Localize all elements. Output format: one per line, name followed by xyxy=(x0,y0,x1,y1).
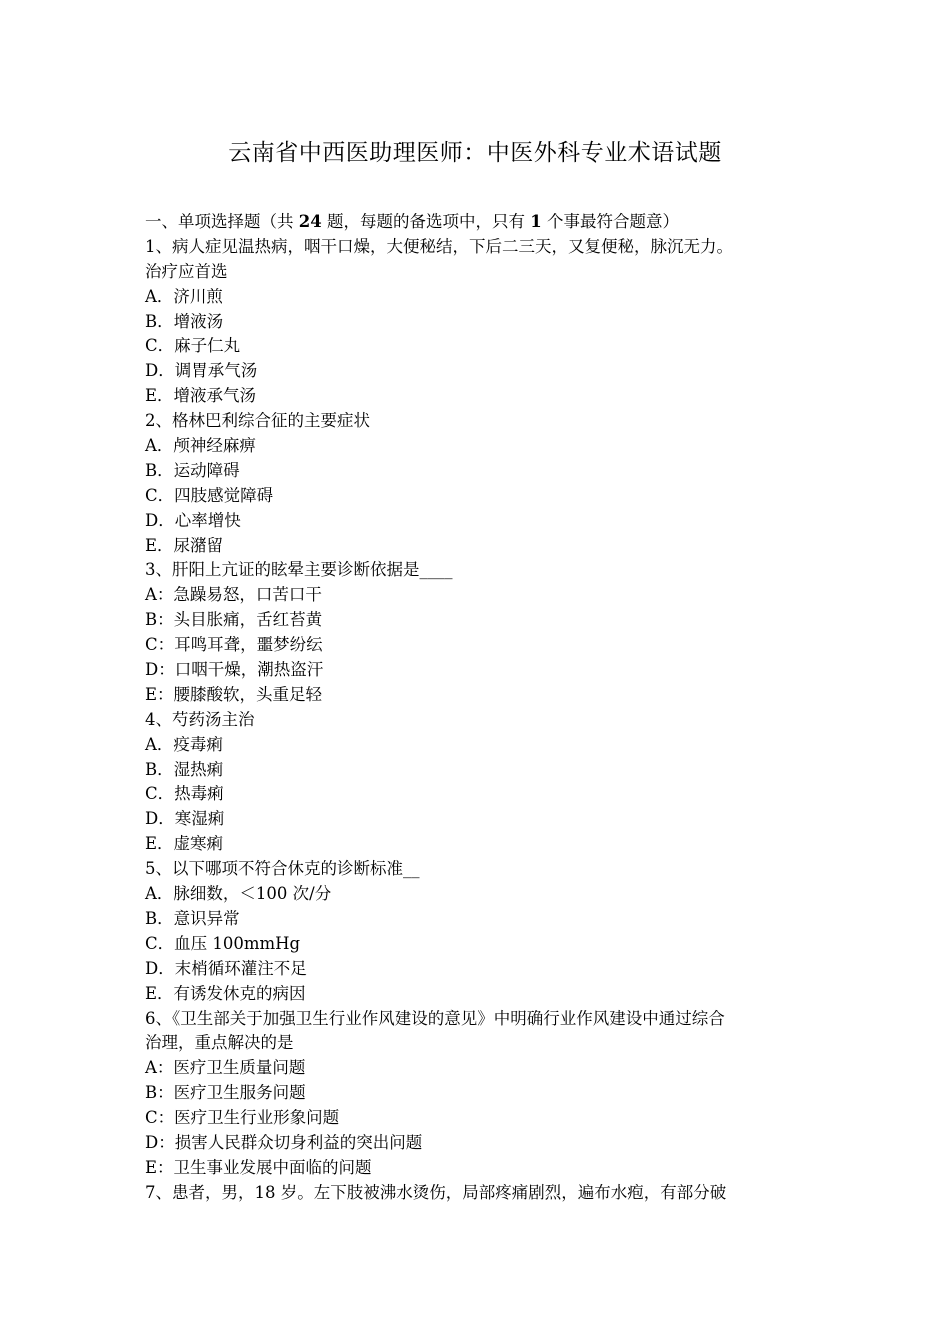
text-line: 5、以下哪项不符合休克的诊断标准__ xyxy=(145,859,420,879)
question-count: 24 xyxy=(298,212,322,231)
text-line: A：急躁易怒，口苦口干 xyxy=(145,585,322,605)
section-header-text-2: 题，每题的备选项中，只有 xyxy=(321,212,531,231)
text-line: A．脉细数，＜100 次/分 xyxy=(145,884,332,904)
text-line: A．疫毒痢 xyxy=(145,734,223,754)
text-line: D．调胃承气汤 xyxy=(145,361,258,381)
text-line: D．心率增快 xyxy=(145,510,241,530)
text-line: D：口咽干燥，潮热盗汗 xyxy=(145,660,324,680)
text-line: A．颅神经麻痹 xyxy=(145,436,256,456)
text-line: E．增液承气汤 xyxy=(145,386,257,406)
text-line: 7、患者，男，18 岁。左下肢被沸水烫伤，局部疼痛剧烈，遍布水疱，有部分破 xyxy=(145,1182,727,1202)
text-line: 4、芍药汤主治 xyxy=(145,709,255,729)
document-title: 云南省中西医助理医师：中医外科专业术语试题 xyxy=(228,140,722,166)
text-line: A：医疗卫生质量问题 xyxy=(145,1058,306,1078)
question-lines xyxy=(145,235,815,1206)
text-line: 2、格林巴利综合征的主要症状 xyxy=(145,411,370,431)
text-line: C：耳鸣耳聋，噩梦纷纭 xyxy=(145,635,323,655)
text-line: 6、《卫生部关于加强卫生行业作风建设的意见》中明确行业作风建设中通过综合 xyxy=(145,1008,725,1028)
question-list xyxy=(145,210,815,1206)
text-line: E．有诱发休克的病因 xyxy=(145,983,306,1003)
text-line: B．运动障碍 xyxy=(145,460,240,480)
text-line: D．寒湿痢 xyxy=(145,809,225,829)
text-line: E．虚寒痢 xyxy=(145,834,224,854)
section-header-text-3: 个事最符合题意） xyxy=(541,212,679,231)
text-line: B：头目胀痛，舌红苔黄 xyxy=(145,610,323,630)
section-header xyxy=(145,210,815,235)
text-line: B．意识异常 xyxy=(145,908,240,928)
text-line: 治疗应首选 xyxy=(145,261,228,281)
section-header-text-1: 一、单项选择题（共 xyxy=(145,212,299,231)
text-line: E：腰膝酸软，头重足轻 xyxy=(145,684,323,704)
text-line: D．末梢循环灌注不足 xyxy=(145,958,307,978)
text-line: 治理，重点解决的是 xyxy=(145,1033,294,1053)
text-line: E．尿潴留 xyxy=(145,535,224,555)
text-line: E：卫生事业发展中面临的问题 xyxy=(145,1157,372,1177)
text-line: A．济川煎 xyxy=(145,286,223,306)
text-line: C：医疗卫生行业形象问题 xyxy=(145,1108,340,1128)
text-line: 3、肝阳上亢证的眩晕主要诊断依据是____ xyxy=(145,560,453,580)
text-line: 1、病人症见温热病，咽干口燥，大便秘结，下后二三天，又复便秘，脉沉无力。 xyxy=(145,236,733,256)
text-line: C．四肢感觉障碍 xyxy=(145,485,274,505)
answer-count: 1 xyxy=(530,212,542,231)
text-line: B．湿热痢 xyxy=(145,759,224,779)
text-line: C．血压 100mmHg xyxy=(145,933,301,953)
text-line: C．麻子仁丸 xyxy=(145,336,241,356)
text-line: C．热毒痢 xyxy=(145,784,224,804)
text-line: D：损害人民群众切身利益的突出问题 xyxy=(145,1132,423,1152)
text-line: B：医疗卫生服务问题 xyxy=(145,1083,306,1103)
text-line: B．增液汤 xyxy=(145,311,224,331)
